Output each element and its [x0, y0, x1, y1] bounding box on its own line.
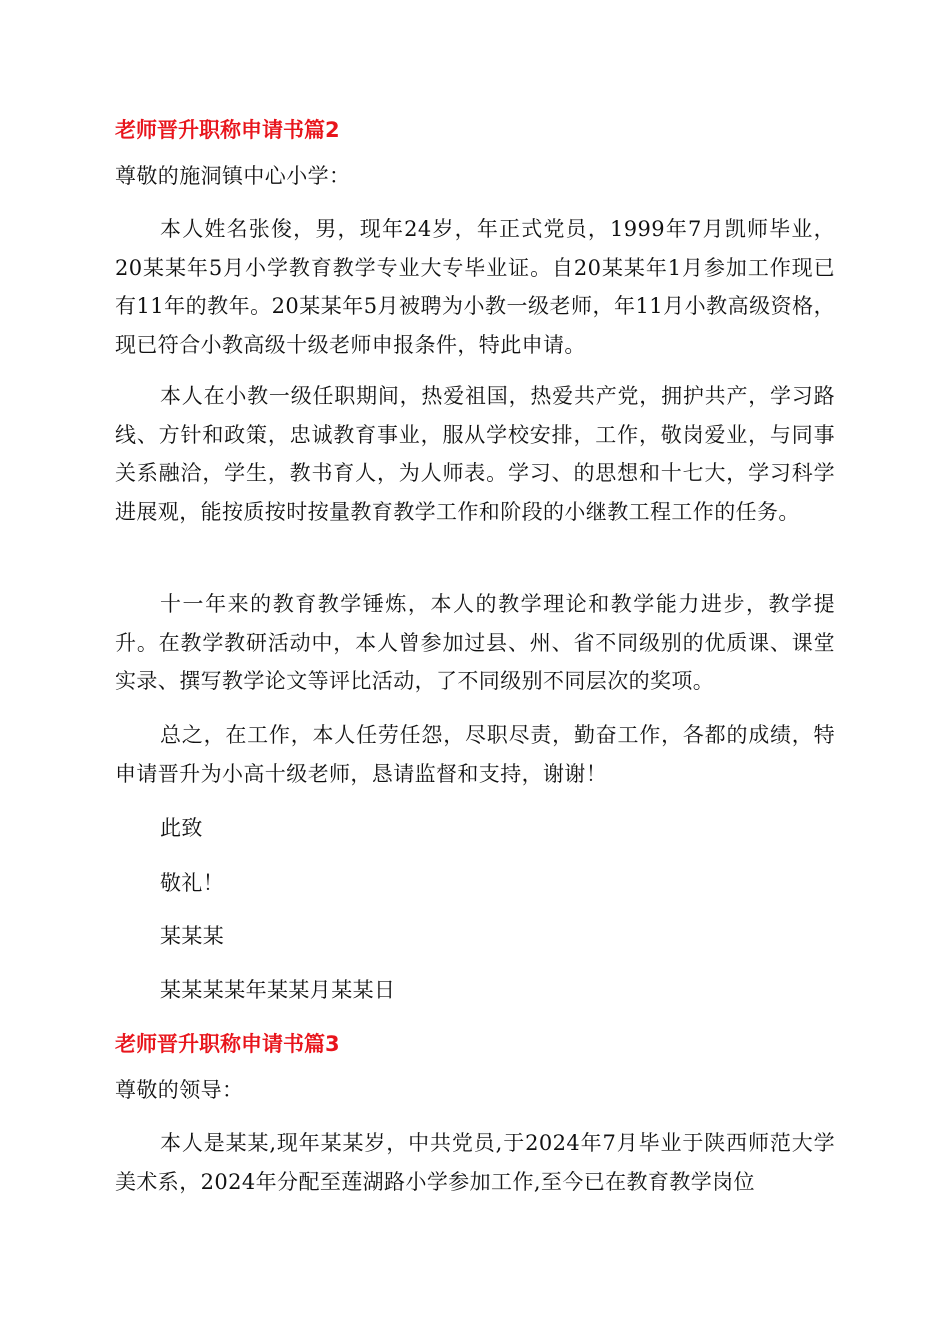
section-heading-3: 老师晋升职称申请书篇3	[115, 1032, 340, 1056]
paragraph-2-4: 总之，在工作，本人任劳任怨，尽职尽责，勤奋工作，各都的成绩，特申请晋升为小高十级老师，恳请监督和支持，谢谢！	[115, 723, 835, 786]
paragraph-2-1: 本人姓名张俊，男，现年24岁，年正式党员，1999年7月凯师毕业，20某某年5月小学教育教学专业大专毕业证。自20某某年1月参加工作现已有11年的教年。20某某年5月被聘为小教一级老师，年11月小教高级资格，现已符合小教高级十级老师申报条件，特此申请。	[115, 217, 835, 357]
paragraph-2-2: 本人在小教一级任职期间，热爱祖国，热爱共产党，拥护共产，学习路线、方针和政策，忠诚教育事业，服从学校安排，工作，敬岗爱业，与同事关系融洽，学生，教书育人，为人师表。学习、的思想和十七大，学习科学进展观，能按质按时按量教育教学工作和阶段的小继教工程工作的任务。	[115, 384, 835, 524]
closing-line-1: 此致	[160, 816, 203, 840]
salutation-3: 尊敬的领导：	[115, 1078, 244, 1102]
closing-line-2: 敬礼！	[160, 871, 225, 895]
section-heading-2: 老师晋升职称申请书篇2	[115, 118, 340, 142]
signature: 某某某	[160, 924, 225, 948]
paragraph-2-3: 十一年来的教育教学锤炼，本人的教学理论和教学能力进步，教学提升。在教学教研活动中，本人曾参加过县、州、省不同级别的优质课、课堂实录、撰写教学论文等评比活动，了不同级别不同层次的奖项。	[115, 592, 835, 693]
paragraph-3-1: 本人是某某,现年某某岁，中共党员,于2024年7月毕业于陕西师范大学美术系，2024年分配至莲湖路小学参加工作,至今已在教育教学岗位	[115, 1131, 835, 1194]
salutation-2: 尊敬的施洞镇中心小学：	[115, 164, 351, 188]
date-line: 某某某某年某某月某某日	[160, 978, 396, 1002]
